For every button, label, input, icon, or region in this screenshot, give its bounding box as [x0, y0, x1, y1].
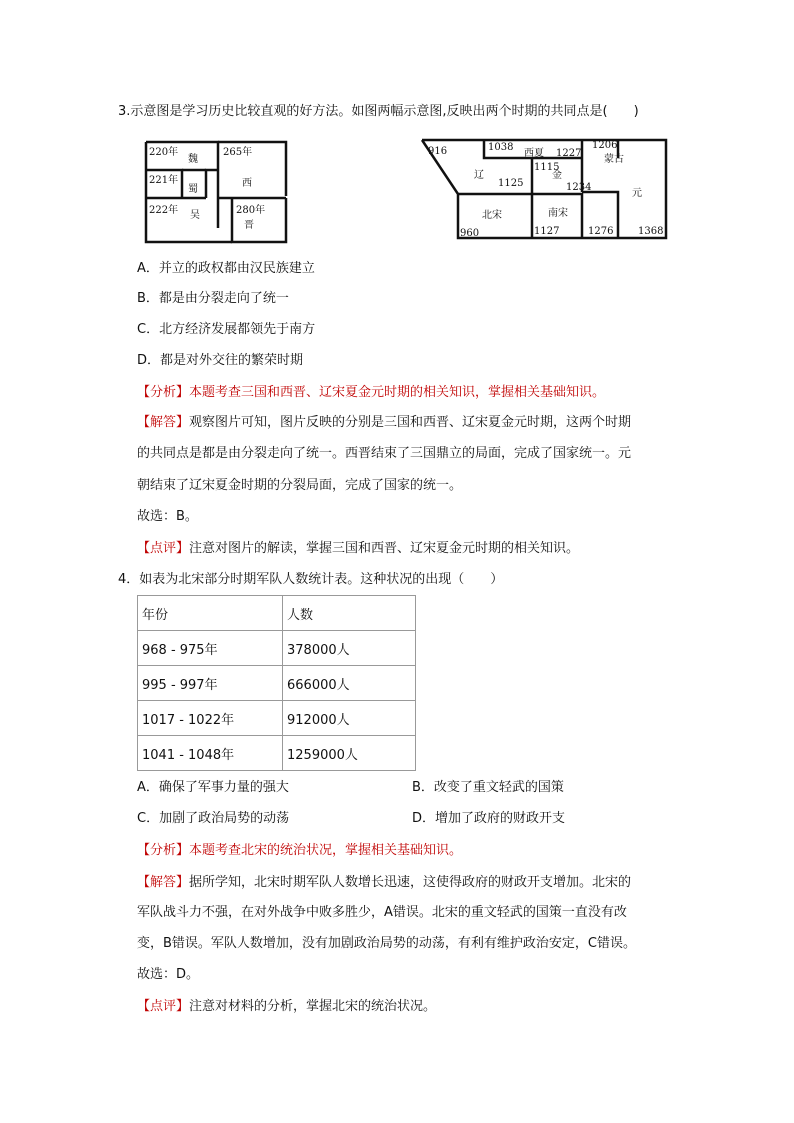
table-cell-count: 666000人 — [283, 666, 416, 701]
d1-label-wei: 魏 — [188, 154, 198, 165]
q4-option-a: A．确保了军事力量的强大 — [137, 780, 289, 795]
d1-label-wu: 吴 — [190, 210, 200, 221]
d2-label-916: 916 — [428, 146, 448, 157]
d2-label-jin: 金 — [552, 170, 562, 181]
d2-label-xixia: 西夏 — [524, 148, 544, 159]
table-header-year: 年份 — [138, 596, 283, 631]
q3-answer-line-2: 的共同点是都是由分裂走向了统一。西晋结束了三国鼎立的局面，完成了国家统一。元 — [137, 446, 632, 461]
q4-comment-text: 注意对材料的分析，掌握北宋的统治状况。 — [189, 999, 437, 1014]
q4-answer-line-2: 军队战斗力不强，在对外战争中败多胜少，A错误。北宋的重文轻武的国策一直没有改 — [137, 905, 627, 920]
table-row — [138, 631, 416, 666]
d2-label-liao: 辽 — [474, 170, 484, 181]
d1-label-220: 220年 — [149, 147, 179, 158]
d1-label-222: 222年 — [149, 205, 179, 216]
table-cell-count: 378000人 — [283, 631, 416, 666]
liao-song-xia-jin-yuan-diagram — [420, 138, 668, 240]
table-cell-count: 912000人 — [283, 701, 416, 736]
q3-choice: 故选：B。 — [137, 509, 198, 524]
q3-comment-text: 注意对图片的解读，掌握三国和西晋、辽宋夏金元时期的相关知识。 — [189, 541, 580, 556]
q4-option-c: C．加剧了政治局势的动荡 — [137, 811, 290, 826]
three-kingdoms-diagram — [144, 140, 289, 244]
q4-option-b: B．改变了重文轻武的国策 — [412, 780, 564, 795]
q3-comment — [137, 540, 579, 558]
d1-label-xi: 西 — [242, 178, 252, 189]
q4-answer-line-3: 变，B错误。军队人数增加，没有加剧政治局势的动荡，有利有维护政治安定，C错误。 — [137, 936, 636, 951]
table-cell-year: 1017 - 1022年 — [138, 701, 283, 736]
table-header-row — [138, 596, 416, 631]
q3-answer-line-1 — [137, 414, 631, 432]
table-cell-year: 1041 - 1048年 — [138, 736, 283, 771]
q3-stem: 3.示意图是学习历史比较直观的好方法。如图两幅示意图,反映出两个时期的共同点是( ) — [118, 104, 639, 119]
d2-label-1227: 1227 — [556, 148, 582, 159]
q4-comment-tag: 【点评】 — [137, 999, 190, 1014]
q3-answer-text-1: 观察图片可知，图片反映的分别是三国和西晋、辽宋夏金元时期，这两个时期 — [189, 415, 632, 430]
q3-comment-tag: 【点评】 — [137, 541, 190, 556]
q3-answer-line-3: 朝结束了辽宋夏金时期的分裂局面，完成了国家的统一。 — [137, 478, 463, 493]
table-header-count: 人数 — [283, 596, 416, 631]
q3-option-c: C．北方经济发展都领先于南方 — [137, 322, 316, 337]
d2-label-beisong: 北宋 — [482, 210, 502, 221]
d2-label-1234: 1234 — [566, 182, 592, 193]
table-cell-count: 1259000人 — [283, 736, 416, 771]
q4-choice: 故选：D。 — [137, 967, 200, 982]
d1-label-221: 221年 — [149, 175, 179, 186]
q3-answer-tag: 【解答】 — [137, 415, 190, 430]
q4-answer-line-1 — [137, 874, 631, 892]
table-row — [138, 701, 416, 736]
q3-analysis-tag: 【分析】 — [137, 385, 190, 400]
d2-label-yuan: 元 — [632, 188, 642, 199]
d1-label-jin: 晋 — [244, 220, 254, 231]
d2-label-1368: 1368 — [638, 226, 664, 237]
q4-analysis — [137, 842, 462, 860]
d2-label-1125: 1125 — [498, 178, 524, 189]
q4-answer-tag: 【解答】 — [137, 875, 190, 890]
d2-label-menggu: 蒙古 — [604, 154, 624, 165]
table-cell-year: 995 - 997年 — [138, 666, 283, 701]
d2-label-1115: 1115 — [534, 162, 560, 173]
q3-option-d: D．都是对外交往的繁荣时期 — [137, 353, 304, 368]
army-size-table — [137, 595, 416, 771]
d1-label-265: 265年 — [223, 147, 253, 158]
q3-analysis — [137, 384, 605, 402]
table-row — [138, 736, 416, 771]
table-row — [138, 666, 416, 701]
d1-label-shu: 蜀 — [188, 184, 198, 195]
q3-option-a: A．并立的政权都由汉民族建立 — [137, 261, 315, 276]
d2-label-nansong: 南宋 — [548, 208, 568, 219]
d2-label-960: 960 — [460, 228, 480, 239]
q4-stem: 4．如表为北宋部分时期军队人数统计表。这种状况的出现（ ） — [118, 572, 504, 587]
d1-label-280: 280年 — [236, 205, 266, 216]
q4-answer-text-1: 据所学知，北宋时期军队人数增长迅速，这使得政府的财政开支增加。北宋的 — [189, 875, 632, 890]
q4-comment — [137, 998, 436, 1016]
q4-analysis-tag: 【分析】 — [137, 843, 190, 858]
q3-option-b: B．都是由分裂走向了统一 — [137, 291, 289, 306]
d2-label-1276: 1276 — [588, 226, 614, 237]
q4-analysis-text: 本题考查北宋的统治状况，掌握相关基础知识。 — [189, 843, 463, 858]
q3-analysis-text: 本题考查三国和西晋、辽宋夏金元时期的相关知识，掌握相关基础知识。 — [189, 385, 606, 400]
d2-label-1038: 1038 — [488, 142, 514, 153]
q4-option-d: D．增加了政府的财政开支 — [412, 811, 566, 826]
table-cell-year: 968 - 975年 — [138, 631, 283, 666]
d2-label-1127: 1127 — [534, 226, 560, 237]
d2-label-1206: 1206 — [592, 140, 618, 151]
